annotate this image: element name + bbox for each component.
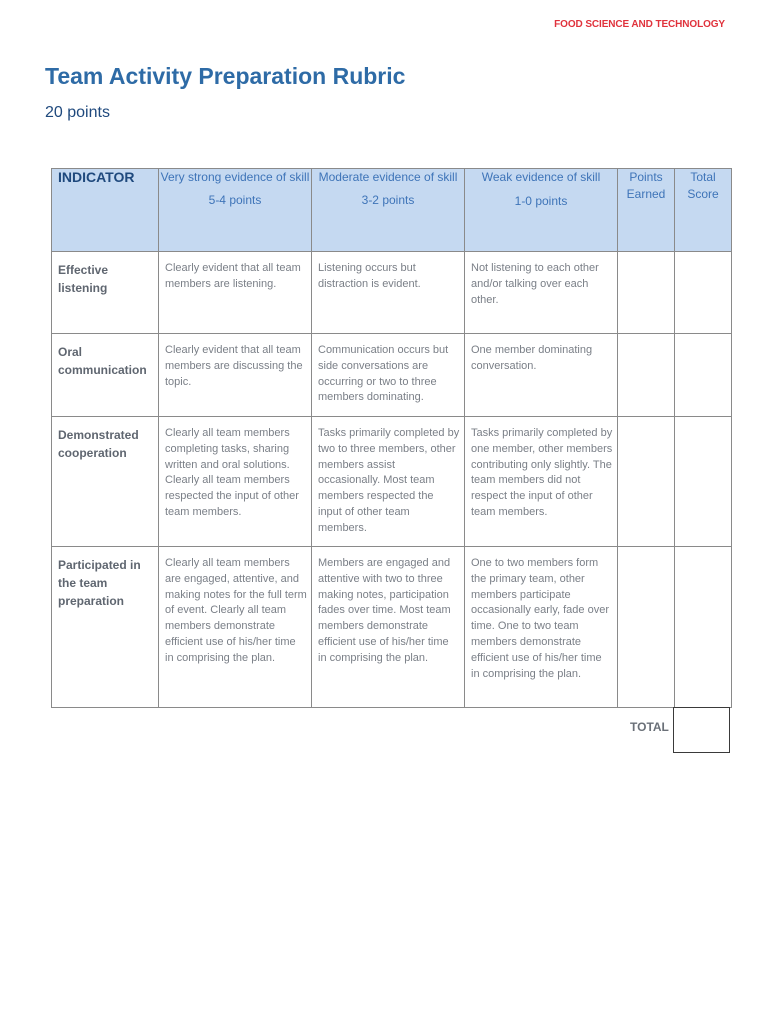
points-earned-cell[interactable] <box>618 252 675 334</box>
points-earned-column-header: Points Earned <box>618 169 675 252</box>
moderate-evidence-cell: Members are engaged and attentive with two to three making notes, participation fades over time. Most team members demonstrate efficient use of his/her time in comprising the plan. <box>312 547 465 708</box>
indicator-cell: Participated in the team preparation <box>52 547 159 708</box>
rubric-header-row <box>52 169 732 252</box>
points-earned-cell[interactable] <box>618 334 675 417</box>
weak-evidence-cell: Not listening to each other and/or talking over each other. <box>465 252 618 334</box>
weak-evidence-points: 1-0 points <box>514 194 568 208</box>
strong-evidence-cell: Clearly evident that all team members are listening. <box>159 252 312 334</box>
moderate-evidence-label: Moderate evidence of skill <box>318 170 458 184</box>
strong-evidence-label: Very strong evidence of skill <box>160 170 310 184</box>
strong-evidence-points: 5-4 points <box>208 193 262 207</box>
strong-evidence-cell: Clearly all team members completing tasks, sharing written and oral solutions. Clearly all team members respected the input of other team members. <box>159 417 312 547</box>
rubric-row-team-preparation <box>52 547 732 708</box>
weak-evidence-cell: One to two members form the primary team, other members participate occasionally early, fade over time. One to two team members demonstrate efficient use of his/her time in comprising the plan. <box>465 547 618 708</box>
moderate-evidence-column-header <box>312 169 465 252</box>
indicator-cell: Oral communication <box>52 334 159 417</box>
total-score-cell[interactable] <box>675 334 732 417</box>
indicator-column-header: INDICATOR <box>52 169 159 252</box>
moderate-evidence-cell: Listening occurs but distraction is evident. <box>312 252 465 334</box>
indicator-cell: Demonstrated cooperation <box>52 417 159 547</box>
rubric-table <box>51 168 732 708</box>
total-score-column-header: Total Score <box>675 169 732 252</box>
moderate-evidence-cell: Communication occurs but side conversations are occurring or two to three members dominating. <box>312 334 465 417</box>
rubric-row-demonstrated-cooperation <box>52 417 732 547</box>
page-title: Team Activity Preparation Rubric <box>45 63 406 89</box>
total-label: TOTAL <box>630 720 669 734</box>
total-score-cell[interactable] <box>675 547 732 708</box>
indicator-cell: Effective listening <box>52 252 159 334</box>
strong-evidence-cell: Clearly all team members are engaged, attentive, and making notes for the full term of event. Clearly all team members demonstrate efficient use of his/her time in comprising the plan. <box>159 547 312 708</box>
strong-evidence-cell: Clearly evident that all team members are discussing the topic. <box>159 334 312 417</box>
total-score-box[interactable] <box>673 707 730 753</box>
points-earned-cell[interactable] <box>618 547 675 708</box>
weak-evidence-cell: Tasks primarily completed by one member, other members contributing only slightly. The team members did not respect the input of other team members. <box>465 417 618 547</box>
points-earned-cell[interactable] <box>618 417 675 547</box>
moderate-evidence-cell: Tasks primarily completed by two to three members, other members assist occasionally. Most team members respected the input of other team members. <box>312 417 465 547</box>
weak-evidence-label: Weak evidence of skill <box>481 170 601 184</box>
points-subtitle: 20 points <box>45 104 110 121</box>
header-subject-tag: FOOD SCIENCE AND TECHNOLOGY <box>554 19 725 30</box>
total-score-cell[interactable] <box>675 417 732 547</box>
rubric-row-oral-communication <box>52 334 732 417</box>
moderate-evidence-points: 3-2 points <box>361 193 415 207</box>
strong-evidence-column-header <box>159 169 312 252</box>
total-score-cell[interactable] <box>675 252 732 334</box>
weak-evidence-column-header <box>465 169 618 252</box>
rubric-row-effective-listening <box>52 252 732 334</box>
weak-evidence-cell: One member dominating conversation. <box>465 334 618 417</box>
